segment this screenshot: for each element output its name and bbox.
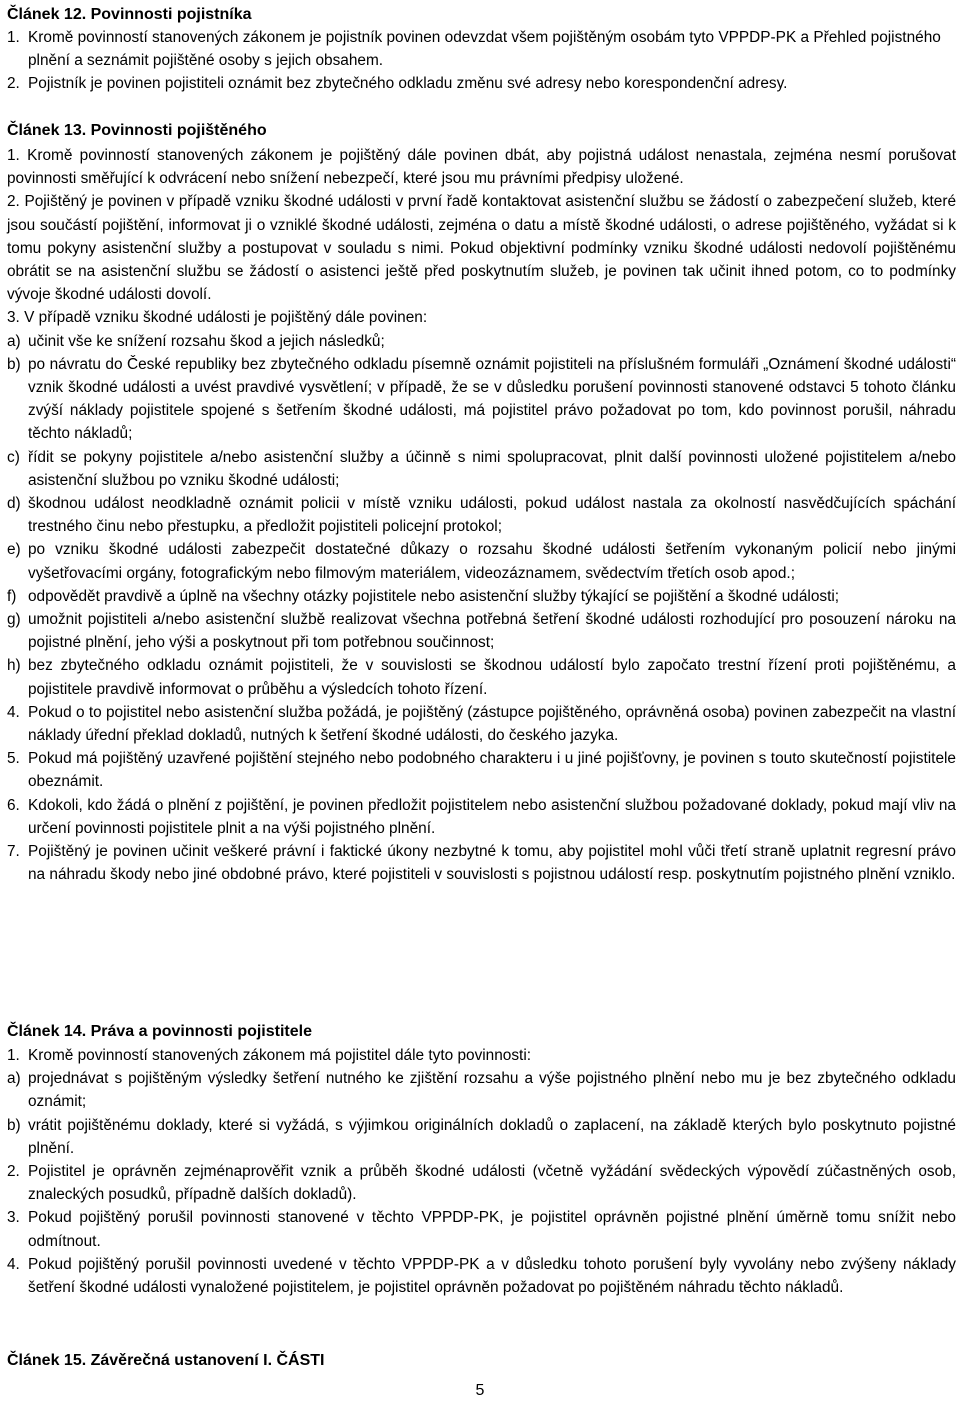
paragraph-number: 2. <box>7 75 20 93</box>
article-13-heading: Článek 13. Povinnosti pojištěného <box>7 122 267 139</box>
article-13-paragraph-5 <box>0 747 960 793</box>
item-letter: b) <box>7 355 21 373</box>
item-letter: b) <box>7 1116 21 1134</box>
article-14-heading: Článek 14. Práva a povinnosti pojistitele <box>7 1023 312 1040</box>
article-13-paragraph-6 <box>0 794 960 840</box>
paragraph-text: Kromě povinností stanovených zákonem má pojistitel dále tyto povinnosti: <box>28 1047 532 1064</box>
article-13-paragraph-1 <box>0 144 960 190</box>
paragraph-number: 1. <box>7 147 20 164</box>
item-text: po vzniku škodné události zabezpečit dostatečné důkazy o rozsahu škodné události šetřením vykonaným policií nebo jinými vyšetřovacími orgány, fotografickým nebo filmovým materiálem, videozáznamem, svědectvím třetích osob apod.; <box>28 541 956 582</box>
article-13-item-b <box>0 353 960 446</box>
item-letter: e) <box>7 541 21 559</box>
item-text: umožnit pojistiteli a/nebo asistenční službě realizovat všechna potřebná šetření škodné události rozhodující pro posouzení nároku na pojistné plnění, jeho výši a poskytnout při tom potřebnou součinnost; <box>28 611 956 652</box>
article-14-body <box>0 1044 960 1299</box>
item-letter: f) <box>7 587 17 605</box>
paragraph-text: Kdokoli, kdo žádá o plnění z pojištění, je povinen předložit pojistitelem nebo asistenční službou požadované doklady, pokud mají vliv na určení povinnosti pojistitele plnit a na výši pojistného plnění. <box>28 796 956 837</box>
article-13-paragraph-7 <box>0 840 960 886</box>
article-12-paragraph-2 <box>0 72 960 95</box>
paragraph-text: Kromě povinností stanovených zákonem je pojištěný dále povinen dbát, aby pojistná událost nenastala, zejména nesmí porušovat povinnosti směřující k odvrácení nebo snížení nebezpečí, které jsou mu právními předpisy uložené. <box>7 147 956 188</box>
paragraph-text: Kromě povinností stanovených zákonem je pojistník povinen odevzdat všem pojištěným osobám tyto VPPDP-PK a Přehled pojistného plnění a seznámit pojištěné osoby s jejich obsahem. <box>28 29 941 70</box>
paragraph-text: Pojištěný je povinen učinit veškeré právní i faktické úkony nezbytné k tomu, aby pojistitel mohl vůči třetí straně uplatnit regresní právo na náhradu škody nebo jiné obdobné právo, které pojistiteli v souvislosti s pojistnou událostí resp. poskytnutím pojistného plnění vzniklo. <box>28 843 956 884</box>
article-12-paragraph-1 <box>0 26 960 72</box>
article-12-body <box>0 26 960 96</box>
item-text: projednávat s pojištěným výsledky šetření nutného ke zjištění rozsahu a výše pojistného plnění nebo mu je bez zbytečného odkladu oznámit; <box>28 1070 956 1111</box>
paragraph-text: Pojištěný je povinen v případě vzniku škodné události v první řadě kontaktovat asistenční službu se žádostí o zabezpečení služeb, které jsou součástí pojištění, informovat ji o vzniklé škodné události, zejména o datu a místě škodné události, o adrese pojištěného, vyžádat si k tomu pokyny asistenční služby a postupovat v souladu s nimi. Pokud objektivní podmínky vzniku škodné události nedovolí pojištěnému obrátit se na asistenční službu se žádostí o asistenci ještě před poskytnutím služeb, je povinen tak učinit ihned potom, co to podmínky vývoje škodné události dovolí. <box>7 193 957 304</box>
article-13-body <box>0 144 960 887</box>
article-14-item-a <box>0 1067 960 1113</box>
item-text: vrátit pojištěnému doklady, které si vyžádá, s výjimkou originálních dokladů o zaplacení, na základě kterých bylo poskytnuto pojistné plnění. <box>28 1116 956 1157</box>
article-13-item-h <box>0 654 960 700</box>
paragraph-text: Pojistník je povinen pojistiteli oznámit bez zbytečného odkladu změnu své adresy nebo korespondenční adresy. <box>28 75 788 93</box>
article-13-item-e <box>0 538 960 584</box>
article-13-item-f <box>0 585 960 608</box>
article-13-item-c <box>0 446 960 492</box>
item-letter: d) <box>7 495 21 513</box>
article-14-paragraph-3 <box>0 1206 960 1252</box>
paragraph-text: V případě vzniku škodné události je pojištěný dále povinen: <box>24 309 428 327</box>
item-text: odpovědět pravdivě a úplně na všechny otázky pojistitele nebo asistenční služby týkající se pojištění a škodné události; <box>28 587 840 605</box>
article-13-paragraph-2 <box>0 190 960 306</box>
paragraph-number: 4. <box>7 1255 20 1273</box>
item-letter: a) <box>7 1070 21 1088</box>
paragraph-number: 1. <box>7 29 20 46</box>
item-text: učinit vše ke snížení rozsahu škod a jejich následků; <box>28 332 385 350</box>
article-14-paragraph-4 <box>0 1253 960 1299</box>
paragraph-number: 3. <box>7 1209 20 1227</box>
article-13-paragraph-3 <box>0 306 960 329</box>
paragraph-text: Pokud pojištěný porušil povinnosti stanovené v těchto VPPDP-PK, je pojistitel oprávněn pojistné plnění úměrně tomu snížit nebo odmítnout. <box>28 1209 956 1250</box>
page-number: 5 <box>475 1382 485 1399</box>
article-13-item-a <box>0 330 960 353</box>
item-letter: c) <box>7 448 20 466</box>
article-14-paragraph-2 <box>0 1160 960 1206</box>
item-text: škodnou událost neodkladně oznámit policii v místě vzniku události, pokud událost nastala za okolností nasvědčujících spáchání trestného činu nebo přestupku, a předložit pojistiteli policejní protokol; <box>28 495 956 536</box>
paragraph-text: Pokud pojištěný porušil povinnosti uvedené v těchto VPPDP-PK a v důsledku tohoto porušení byly vyvolány nebo zvýšeny náklady šetření škodné události vynaložené pojistitelem, je pojistitel oprávněn požadovat po pojištěném náhradu těchto nákladů. <box>28 1255 956 1297</box>
article-13-paragraph-4 <box>0 701 960 747</box>
item-text: bez zbytečného odkladu oznámit pojistiteli, že v souvislosti se škodnou událostí bylo započato trestní řízení proti pojištěnému, a pojistitele pravdivě informovat o průběhu a výsledcích tohoto řízení. <box>28 657 956 698</box>
paragraph-number: 3. <box>7 309 20 327</box>
paragraph-number: 2. <box>7 193 20 211</box>
paragraph-number: 7. <box>7 843 20 861</box>
paragraph-text: Pokud má pojištěný uzavřené pojištění stejného nebo podobného charakteru i u jiné pojišťovny, je povinen s touto skutečností pojistitele obeznámit. <box>28 750 956 791</box>
paragraph-number: 2. <box>7 1163 20 1181</box>
paragraph-number: 5. <box>7 750 20 768</box>
item-letter: h) <box>7 657 21 675</box>
paragraph-number: 4. <box>7 703 20 721</box>
item-letter: a) <box>7 332 21 350</box>
article-12-heading: Článek 12. Povinnosti pojistníka <box>7 6 252 23</box>
item-letter: g) <box>7 611 21 629</box>
article-14-item-b <box>0 1114 960 1160</box>
paragraph-number: 6. <box>7 796 20 814</box>
item-text: po návratu do České republiky bez zbytečného odkladu písemně oznámit pojistiteli na příslušném formuláři „Oznámení škodné události“ vznik škodné události a uvést pravdivé vysvětlení; v případě, že se v důsledku porušení povinnosti stanovené odstavci 5 tohoto článku zvýší náklady pojistitele spojené s šetřením škodné události, má pojistitel právo požadovat po tom, kdo povinnost porušil, náhradu těchto nákladů; <box>28 355 956 443</box>
article-13-item-g <box>0 608 960 654</box>
paragraph-text: Pokud o to pojistitel nebo asistenční služba požádá, je pojištěný (zástupce pojištěného, oprávněná osoba) povinen zabezpečit na vlastní náklady úřední překlad dokladů, nutných k šetření škodné události, do českého jazyka. <box>28 703 956 745</box>
article-14-paragraph-1 <box>0 1044 960 1067</box>
article-13-item-d <box>0 492 960 538</box>
item-text: řídit se pokyny pojistitele a/nebo asistenční služby a účinně s nimi spolupracovat, plnit další povinnosti uložené pojistitelem a/nebo asistenční službou po vzniku škodné události; <box>28 448 956 489</box>
paragraph-number: 1. <box>7 1047 20 1064</box>
paragraph-text: Pojistitel je oprávněn zejménaprověřit vznik a průběh škodné události (včetně vyžádání svědeckých výpovědí zúčastněných osob, znaleckých posudků, případně dalších dokladů). <box>28 1163 956 1204</box>
article-15-heading: Článek 15. Závěrečná ustanovení I. ČÁSTI <box>7 1352 325 1369</box>
